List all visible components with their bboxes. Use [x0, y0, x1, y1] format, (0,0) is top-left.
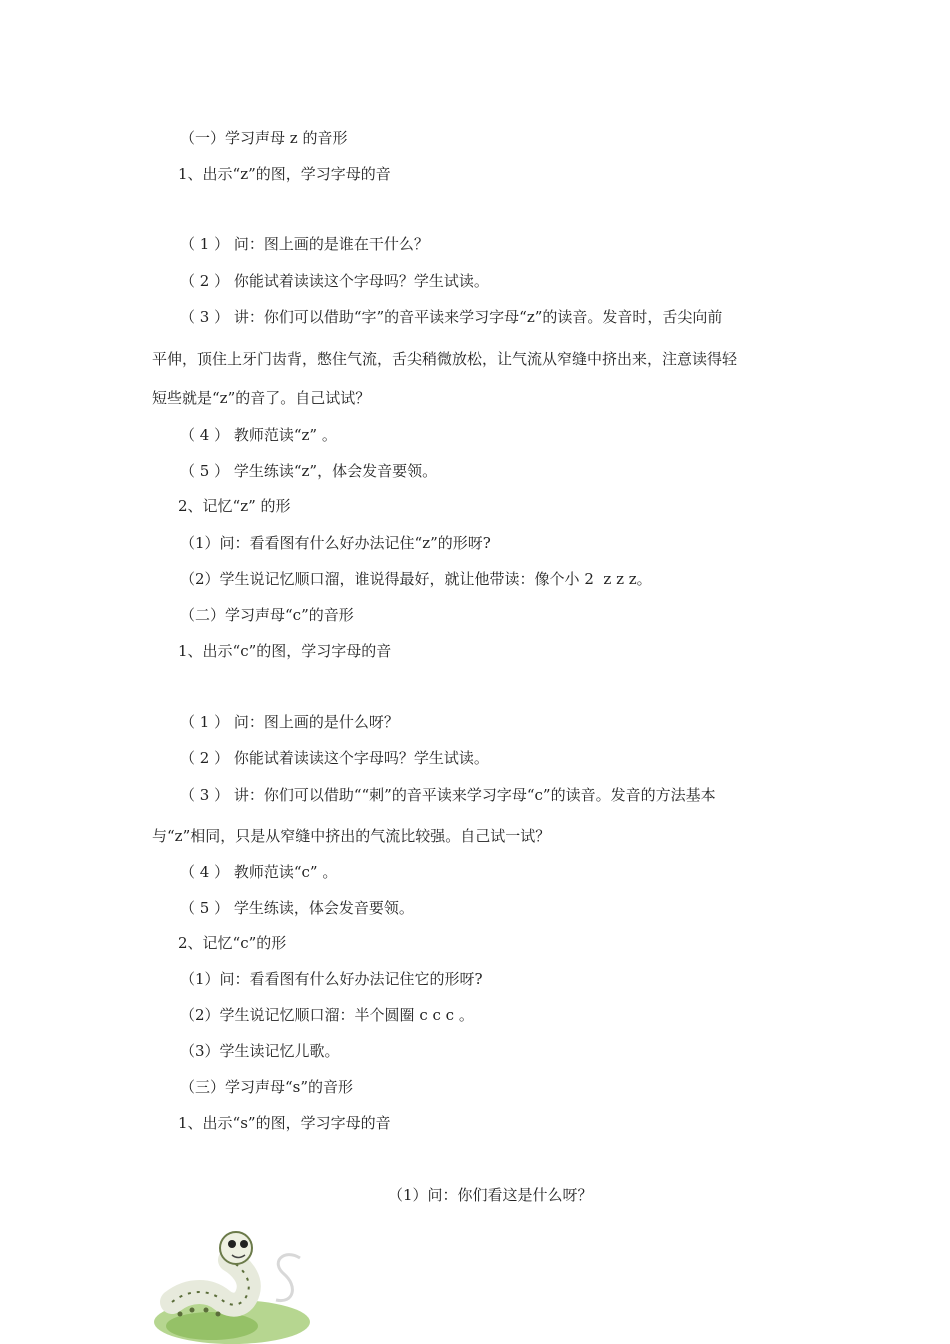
paragraph-line: （ 4 ） 教师范读“c” 。 — [180, 863, 338, 881]
step-heading: 2、记忆“z” 的形 — [178, 497, 291, 515]
paragraph-line: 平伸，顶住上牙门齿背，憋住气流，舌尖稍微放松，让气流从窄缝中挤出来，注意读得轻 — [152, 350, 738, 368]
section-heading-c: （二）学习声母“c”的音形 — [180, 606, 354, 624]
step-heading: 1、出示“z”的图，学习字母的音 — [178, 165, 391, 183]
paragraph-line: 与“z”相同，只是从窄缝中挤出的气流比较强。自己试一试？ — [152, 827, 551, 845]
paragraph-line: （ 2 ） 你能试着读读这个字母吗？学生试读。 — [180, 749, 489, 767]
paragraph-line: （2）学生说记忆顺口溜：半个圆圈 c c c 。 — [180, 1006, 474, 1024]
paragraph-line: （1）问：看看图有什么好办法记住它的形呀? — [180, 970, 483, 988]
section-heading-s: （三）学习声母“s”的音形 — [180, 1078, 354, 1096]
section-heading-z: （一）学习声母 z 的音形 — [180, 129, 348, 147]
question-line: （ 1 ） 问：图上画的是什么呀？ — [180, 713, 399, 731]
paragraph-line: （ 5 ） 学生练读“z”，体会发音要领。 — [180, 462, 438, 480]
paragraph-line: （ 2 ） 你能试着读读这个字母吗？学生试读。 — [180, 272, 489, 290]
question-line: （1）问：你们看这是什么呀？ — [388, 1186, 593, 1204]
paragraph-line: （ 3 ） 讲：你们可以借助““刺”的音平读来学习字母“c”的读音。发音的方法基本 — [180, 786, 716, 804]
paragraph-line: （ 4 ） 教师范读“z” 。 — [180, 426, 337, 444]
step-heading: 1、出示“s”的图，学习字母的音 — [178, 1114, 391, 1132]
paragraph-line: （ 3 ） 讲：你们可以借助“字”的音平读来学习字母“z”的读音。发音时，舌尖向前 — [180, 308, 723, 326]
caterpillar-s-icon — [152, 1218, 322, 1344]
paragraph-line: 短些就是“z”的音了。自己试试？ — [152, 389, 371, 407]
step-heading: 1、出示“c”的图，学习字母的音 — [178, 642, 392, 660]
step-heading: 2、记忆“c”的形 — [178, 934, 287, 952]
paragraph-line: （2）学生说记忆顺口溜，谁说得最好，就让他带读：像个小 2 z z z。 — [180, 570, 652, 588]
paragraph-line: （1）问：看看图有什么好办法记住“z”的形呀? — [180, 534, 491, 552]
question-line: （ 1 ） 问：图上画的是谁在干什么？ — [180, 235, 429, 253]
paragraph-line: （ 5 ） 学生练读，体会发音要领。 — [180, 899, 414, 917]
paragraph-line: （3）学生读记忆儿歌。 — [180, 1042, 340, 1060]
